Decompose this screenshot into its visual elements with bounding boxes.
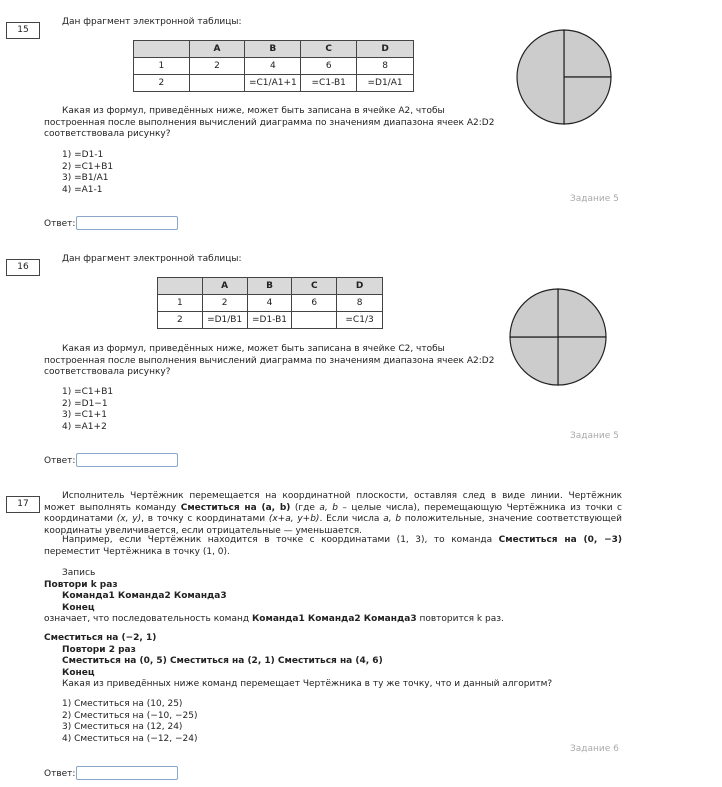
option: 1) Сместиться на (10, 25)	[62, 699, 183, 709]
text: Например, если Чертёжник находится в точке с координатами (1, 3), то команда	[62, 535, 499, 545]
table-cell: =C1/3	[337, 312, 383, 329]
table-row	[158, 312, 383, 329]
variable: a, b	[383, 514, 402, 524]
q15-task-label: Задание 5	[570, 194, 619, 204]
q17-example-paragraph	[44, 535, 622, 558]
q15-spreadsheet-table	[133, 40, 414, 92]
column-header: A	[189, 41, 245, 58]
table-cell: =C1-B1	[301, 75, 357, 92]
option: 1) =C1+B1	[62, 387, 114, 397]
q16-pie-chart	[507, 286, 609, 388]
table-header-row	[134, 41, 414, 58]
q16-options	[62, 387, 113, 433]
option: 4) =A1-1	[62, 184, 103, 195]
table-cell: 4	[245, 58, 301, 75]
command-name: Сместиться на (a, b)	[180, 502, 291, 513]
table-cell: =C1/A1+1	[245, 75, 301, 92]
command-name: Сместиться на (0, −3)	[498, 535, 622, 545]
table-row	[134, 58, 414, 75]
option: 4) Сместиться на (−12, −24)	[62, 733, 198, 744]
row-header: 1	[134, 58, 190, 75]
column-header: B	[247, 278, 292, 295]
column-header: C	[292, 278, 337, 295]
pie-slice	[510, 289, 558, 337]
q15-options	[62, 150, 113, 196]
table-header-row	[158, 278, 383, 295]
table-cell: =D1/B1	[202, 312, 247, 329]
option: 2) =D1−1	[62, 398, 108, 409]
commands-line: Команда1 Команда2 Команда3	[62, 591, 227, 601]
pie-slice	[564, 30, 611, 77]
column-header: B	[245, 41, 301, 58]
pie-slice	[564, 77, 611, 124]
option: 3) =B1/A1	[62, 173, 109, 183]
text: , в точку с координатами	[141, 514, 269, 524]
option: 3) Сместиться на (12, 24)	[62, 722, 183, 732]
option: 2) =C1+B1	[62, 161, 114, 172]
column-header: D	[357, 41, 414, 58]
q15-intro: Дан фрагмент электронной таблицы:	[62, 17, 242, 27]
q17-options	[62, 699, 198, 745]
row-header: 2	[134, 75, 190, 92]
column-header: D	[337, 278, 383, 295]
table-cell: 8	[357, 58, 414, 75]
algo-line: Сместиться на (0, 5) Сместиться на (2, 1) Сместиться на (4, 6)	[62, 656, 383, 666]
column-header: C	[301, 41, 357, 58]
q17-answer-label: Ответ:	[44, 769, 76, 779]
table-cell: =D1-B1	[247, 312, 292, 329]
table-row	[158, 295, 383, 312]
q16-answer-label: Ответ:	[44, 456, 76, 466]
q17-record-block	[44, 568, 622, 626]
pie-slice	[517, 30, 564, 124]
question-number-17: 17	[6, 496, 40, 513]
q17-question: Какая из приведённых ниже команд перемещает Чертёжника в ту же точку, что и данный алгоритм?	[62, 679, 553, 689]
text: – целые числа), перемещающую Чертёжника из точки с координатами	[44, 502, 622, 524]
q16-spreadsheet-table	[157, 277, 383, 329]
text: означает, что последовательность команд	[44, 614, 252, 624]
q16-answer-input[interactable]	[76, 453, 178, 467]
table-cell: 6	[301, 58, 357, 75]
q15-answer-input[interactable]	[76, 216, 178, 230]
table-cell: 2	[202, 295, 247, 312]
pie-slice	[510, 337, 558, 385]
table-cell: 2	[189, 58, 245, 75]
q16-task-label: Задание 5	[570, 431, 619, 441]
repeat-k-line: Повтори k раз	[44, 579, 118, 590]
table-corner-cell	[134, 41, 190, 58]
end-line: Конец	[62, 602, 95, 613]
pie-slice	[558, 289, 606, 337]
commands-bold: Команда1 Команда2 Команда3	[251, 614, 417, 624]
option: 4) =A1+2	[62, 421, 107, 432]
q16-question: Какая из формул, приведённых ниже, может быть записана в ячейке C2, чтобы построенная после выполнения вычислений диаграмма по значениям диапазона ячеек A2:D2 соответствовала рисунку?	[44, 344, 495, 377]
variable: (x+a, y+b)	[268, 514, 320, 524]
text: (где	[290, 502, 320, 513]
q17-answer-input[interactable]	[76, 766, 178, 780]
table-cell: =D1/A1	[357, 75, 414, 92]
table-cell: 6	[292, 295, 337, 312]
q15-question: Какая из формул, приведённых ниже, может быть записана в ячейке A2, чтобы построенная после выполнения вычислений диаграмма по значениям диапазона ячеек A2:D2 соответствовала рисунку?	[44, 106, 495, 139]
q17-intro-paragraph	[44, 491, 622, 537]
text: положительные, значение соответствующей координаты увеличивается, если отрицательные — уменьшается.	[44, 514, 623, 536]
means-line	[44, 614, 622, 626]
q16-intro: Дан фрагмент электронной таблицы:	[62, 254, 242, 264]
table-cell: 4	[247, 295, 292, 312]
variable: a, b	[319, 502, 338, 513]
variable: (x, y)	[116, 514, 142, 524]
question-number-15: 15	[6, 22, 40, 39]
text: Исполнитель Чертёжник перемещается на координатной плоскости, оставляя след в виде линии. Чертёжник может выполнять команду	[44, 491, 622, 513]
table-cell	[292, 312, 337, 329]
q17-algorithm	[44, 633, 622, 691]
table-corner-cell	[158, 278, 203, 295]
text: повторится k раз.	[416, 614, 504, 624]
option: 1) =D1-1	[62, 150, 104, 160]
row-header: 1	[158, 295, 203, 312]
table-cell: 8	[337, 295, 383, 312]
text: переместит Чертёжника в точку (1, 0).	[44, 546, 230, 557]
option: 2) Сместиться на (−10, −25)	[62, 710, 198, 721]
pie-slice	[558, 337, 606, 385]
table-row	[134, 75, 414, 92]
algo-line: Сместиться на (−2, 1)	[44, 633, 157, 643]
algo-line: Конец	[62, 667, 95, 678]
text: . Если числа	[319, 514, 384, 524]
algo-line: Повтори 2 раз	[62, 644, 136, 655]
row-header: 2	[158, 312, 203, 329]
q15-pie-chart	[514, 27, 614, 127]
option: 3) =C1+1	[62, 410, 107, 420]
record-label: Запись	[62, 568, 96, 578]
table-cell	[189, 75, 245, 92]
column-header: A	[202, 278, 247, 295]
q17-task-label: Задание 6	[570, 744, 619, 754]
question-number-16: 16	[6, 259, 40, 276]
q15-answer-label: Ответ:	[44, 219, 76, 229]
